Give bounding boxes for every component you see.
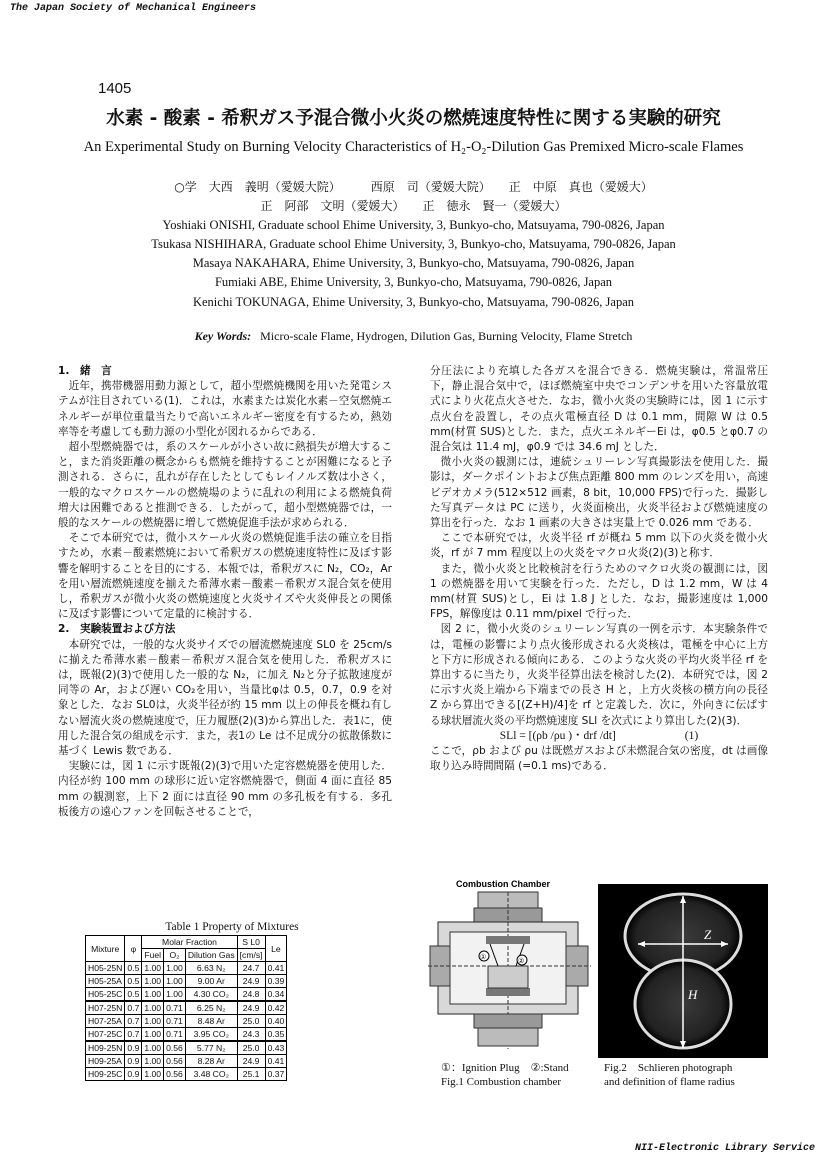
table-row — [86, 1068, 287, 1081]
th-sl0: S L0 — [237, 936, 265, 949]
col2-paragraph-1: 分圧法により充填した各ガスを混合できる．燃焼実験は，常温常圧下，静止混合気中で，ほぼ燃焼室中央でコンデンサを用いた容量放電式により火花点火させた．なお，微小火炎の実験時には，図 1 に示す点火台を設置し，その点火電極直径 D は 0.1 mm，間隙 W は 0.5 mm(材質 SUS)とした．また，点火エネルギーEi は，φ0.5 とφ0.7 の混合気は 11.4 mJ，φ0.9 では 34.6 mJ とした． — [430, 365, 768, 454]
table-cell: 6.25 N₂ — [185, 1001, 237, 1015]
table-cell: 0.9 — [125, 1068, 142, 1081]
table-cell: 0.41 — [265, 1055, 287, 1068]
table-cell: 0.39 — [265, 975, 287, 988]
affiliation-1: Yoshiaki ONISHI, Graduate school Ehime University, 3, Bunkyo-cho, Matsuyama, 790-0826, Japan — [162, 218, 665, 232]
fig2-label-h: H — [688, 987, 698, 1002]
mixture-table — [85, 935, 287, 1081]
table-cell: 0.71 — [164, 1028, 186, 1042]
table-cell: 1.00 — [142, 1041, 164, 1055]
table-cell: 0.40 — [265, 1015, 287, 1028]
footer-service: NII-Electronic Library Service — [634, 1143, 815, 1154]
table-cell: 1.00 — [164, 962, 186, 975]
table-cell: 9.00 Ar — [185, 975, 237, 988]
table-cell: 25.0 — [237, 1015, 265, 1028]
fig2-caption-line-2: and definition of flame radius — [604, 1076, 735, 1088]
table-cell: 25.1 — [237, 1068, 265, 1081]
table-cell: 3.95 CO₂ — [185, 1028, 237, 1042]
section-1-heading: 1. 緒 言 — [58, 365, 112, 377]
table-cell: H09-25N — [86, 1041, 125, 1055]
table-cell: 1.00 — [142, 1055, 164, 1068]
table-cell: 0.5 — [125, 962, 142, 975]
table-cell: 0.71 — [164, 1015, 186, 1028]
table-row — [86, 988, 287, 1002]
table-cell: 0.43 — [265, 1041, 287, 1055]
table-cell: 0.5 — [125, 988, 142, 1002]
col2-paragraph-2: 微小火炎の観測には，連続シュリーレン写真撮影法を使用した．撮影は，ダークポイントおよび焦点距離 800 mm のレンズを用い，高速ビデオカメラ(512×512 画素，8 bit，10,000 FPS)で行った．撮影した写真データは PC に送り，火炎面検出，火炎半径および燃焼速度の算出を行った．なお 1 画素の大きさは実量上で 0.026 mm である． — [430, 456, 768, 530]
th-o2: O₂ — [164, 949, 186, 962]
journal-header: The Japan Society of Mechanical Engineers — [10, 3, 257, 14]
table-cell: 0.5 — [125, 975, 142, 988]
table-caption: Table 1 Property of Mixtures — [165, 921, 299, 933]
authors-jp-line-1: ○学 大西 義明（愛媛大院） 西原 司（愛媛大院） 正 中原 真也（愛媛大） — [174, 180, 653, 194]
th-le: Le — [265, 936, 287, 962]
fig1-caption: Fig.1 Combustion chamber — [441, 1076, 562, 1088]
table-cell: 5.77 N₂ — [185, 1041, 237, 1055]
left-column — [58, 364, 392, 820]
table-cell: 0.56 — [164, 1041, 186, 1055]
table-cell: 0.7 — [125, 1028, 142, 1042]
table-cell: 1.00 — [142, 1068, 164, 1081]
table-cell: 0.34 — [265, 988, 287, 1002]
table-cell: 0.9 — [125, 1055, 142, 1068]
table-cell: 0.9 — [125, 1041, 142, 1055]
table-cell: H05-25A — [86, 975, 125, 988]
authors-jp-line-2: 正 阿部 文明（愛媛大） 正 徳永 賢一（愛媛大） — [260, 199, 567, 213]
section-2-heading: 2. 実験装置および方法 — [58, 623, 176, 636]
col2-paragraph-3: ここで本研究では，火炎半径 rf が概ね 5 mm 以下の火炎を微小火炎，rf が 7 mm 程度以上の火炎をマクロ火炎(2)(3)と称す． — [430, 532, 768, 560]
fig1-title: Combustion Chamber — [456, 879, 551, 889]
keywords: Key Words: Micro-scale Flame, Hydrogen, Dilution Gas, Burning Velocity, Flame Stretch — [194, 329, 633, 343]
equation-1: SLl = [(ρb /ρu )・drf /dt] (1) — [499, 729, 699, 742]
combustion-chamber-figure — [428, 874, 591, 1064]
table-cell: 24.9 — [237, 975, 265, 988]
affiliation-2: Tsukasa NISHIHARA, Graduate school Ehime University, 3, Bunkyo-cho, Matsuyama, 790-0826, Japan — [151, 237, 676, 251]
th-unit: [cm/s] — [237, 949, 265, 962]
table-row — [86, 1028, 287, 1042]
col2-paragraph-5: 図 2 に，微小火炎のシュリーレン写真の一例を示す．本実験条件では，電極の影響により点火後形成される火炎核は，電極を中心に上方と下方に形成される傾向にある．このような火炎の平均火炎半径 rf を算出するに当たり，火炎半径算出法を検討した(2)．本研究では，図 2 に示す火炎上端から下端までの長さ H と，上方火炎核の横方向の長径 Z から算出できる[(Z+H)/4]を rf と定義した．次に，外向きに伝ぱする球状層流火炎の平均燃焼速度 SLl を次式により算出した(2)(3)． — [430, 623, 768, 727]
fig1-legend: ①：Ignition Plug ②:Stand — [441, 1062, 569, 1074]
table-row — [86, 962, 287, 975]
table-cell: 1.00 — [164, 988, 186, 1002]
table-cell: 1.00 — [142, 988, 164, 1002]
table-cell: 24.7 — [237, 962, 265, 975]
schlieren-photo-figure — [598, 884, 768, 1058]
table-cell: 24.8 — [237, 988, 265, 1002]
fig2-label-z: Z — [704, 927, 712, 942]
fig1-label-1: ① — [480, 953, 487, 961]
paper-number: 1405 — [98, 80, 132, 97]
affiliation-5: Kenichi TOKUNAGA, Ehime University, 3, Bunkyo-cho, Matsuyama, 790-0826, Japan — [192, 295, 635, 309]
table-cell: H09-25A — [86, 1055, 125, 1068]
table-row — [86, 1055, 287, 1068]
keywords-text: Micro-scale Flame, Hydrogen, Dilution Gas, Burning Velocity, Flame Stretch — [260, 329, 633, 343]
sec2-paragraph-1: 本研究では，一般的な火炎サイズでの層流燃焼速度 SL0 を 25cm/s に揃えた希薄水素－酸素－希釈ガス混合気を使用した．希釈ガスには，既報(2)(3)で使用した一般的な N₂，に加え N₂と分子拡散速度が同等の Ar，および遅い CO₂を用い，当量比φは 0.5，0.7，0.9 を対象とした．なお SL0は，火炎半径が約 15 mm 以上の伸長を概ね有しない層流火炎の燃焼速度で，圧力履歴(2)(3)から算出した．表1に，使用した混合気の組成を示す．また，表1の Le は不足成分の拡散係数に基づく Lewis 数である． — [58, 638, 392, 758]
table-cell: H07-25A — [86, 1015, 125, 1028]
table-cell: 8.28 Ar — [185, 1055, 237, 1068]
table-row — [86, 975, 287, 988]
table-cell: 25.0 — [237, 1041, 265, 1055]
th-fuel: Fuel — [142, 949, 164, 962]
keywords-label: Key Words — [194, 329, 248, 343]
table-cell: 0.41 — [265, 962, 287, 975]
right-column — [430, 364, 768, 774]
fig1-label-2: ② — [518, 957, 525, 965]
table-cell: 0.37 — [265, 1068, 287, 1081]
table-cell: H07-25N — [86, 1001, 125, 1015]
table-cell: 1.00 — [142, 1015, 164, 1028]
table-cell: 24.9 — [237, 1055, 265, 1068]
table-cell: H07-25C — [86, 1028, 125, 1042]
table-cell: 1.00 — [142, 1001, 164, 1015]
sec1-paragraph-1: 近年，携帯機器用動力源として，超小型燃焼機関を用いた発電システムが注目されている(1)．これは，水素または炭化水素－空気燃焼エネルギーが単位重量当たりで高いエネルギー密度を有するため，熱効率等を考慮しても動力源の小型化が図れるからである． — [58, 380, 392, 438]
table-row — [86, 1015, 287, 1028]
table-cell: 0.56 — [164, 1055, 186, 1068]
affiliation-3: Masaya NAKAHARA, Ehime University, 3, Bunkyo-cho, Matsuyama, 790-0826, Japan — [192, 256, 635, 270]
table-cell: H09-25C — [86, 1068, 125, 1081]
table-cell: 0.56 — [164, 1068, 186, 1081]
th-molar: Molar Fraction — [142, 936, 237, 949]
table-cell: 0.7 — [125, 1001, 142, 1015]
table-cell: H05-25N — [86, 962, 125, 975]
sec1-paragraph-3: そこで本研究では，微小スケール火炎の燃焼促進手法の確立を目指すため，水素－酸素燃焼において希釈ガスの燃焼速度特性に及ぼす影響を解明することを目的にする．本報では，希釈ガスに N₂，CO₂，Ar を用い層流燃焼速度を揃えた希薄水素－酸素－希釈ガス混合気を使用し，希釈ガスが微小火炎の燃焼速度と火炎サイズや火炎伸長との関係に及ぼす影響について定量的に検討する． — [58, 532, 392, 621]
table-cell: 4.30 CO₂ — [185, 988, 237, 1002]
table-cell: 8.48 Ar — [185, 1015, 237, 1028]
table-cell: 24.3 — [237, 1028, 265, 1042]
sec1-paragraph-2: 超小型燃焼器では，系のスケールが小さい故に熱損失が増大すること，また消炎距離の概念からも燃焼を維持することが困難になると予測される．さらに，乱れが存在したとしてもレイノルズ数は小さく，一般的なマクロスケールの燃焼場のように乱れの利用による燃焼負荷増大は困難であると推測できる．したがって，超小型燃焼器では，一般的なスケールの燃焼器に増して燃焼促進手法が求められる． — [58, 441, 392, 530]
th-dilution: Dilution Gas — [185, 949, 237, 962]
table-cell: 3.48 CO₂ — [185, 1068, 237, 1081]
table-cell: H05-25C — [86, 988, 125, 1002]
table-cell: 24.9 — [237, 1001, 265, 1015]
table-row — [86, 1001, 287, 1015]
fig2-caption-line-1: Fig.2 Schlieren photograph — [604, 1062, 733, 1074]
col2-paragraph-4: また，微小火炎と比較検討を行うためのマクロ火炎の観測には，図 1 の燃焼器を用いて実験を行った．ただし，D は 1.2 mm，W は 4 mm(材質 SUS)とし，Ei は 1.8 J とした．なお，撮影速度は 1,000 FPS，解像度は 0.11 mm/pixel で行った． — [430, 562, 768, 621]
sec2-paragraph-2: 実験には，図 1 に示す既報(2)(3)で用いた定容燃焼器を使用した．内径が約 100 mm の球形に近い定容燃焼器で，側面 4 面に直径 85 mm の観測窓，上下 2 面には直径 90 mm の多孔板を有する．多孔板後方の遠心ファンを回転させることで， — [58, 760, 392, 818]
table-cell: 0.35 — [265, 1028, 287, 1042]
affiliation-4: Fumiaki ABE, Ehime University, 3, Bunkyo-cho, Matsuyama, 790-0826, Japan — [214, 275, 613, 289]
th-phi: φ — [125, 936, 142, 962]
title-english: An Experimental Study on Burning Velocity Characteristics of H₂-O₂-Dilution Gas Premixed Micro-scale Flames — [83, 139, 744, 155]
table-cell: 0.7 — [125, 1015, 142, 1028]
th-mixture: Mixture — [86, 936, 125, 962]
table-cell: 0.42 — [265, 1001, 287, 1015]
table-cell: 1.00 — [164, 975, 186, 988]
table-cell: 0.71 — [164, 1001, 186, 1015]
table-cell: 1.00 — [142, 1028, 164, 1042]
table-cell: 6.63 N₂ — [185, 962, 237, 975]
col2-paragraph-6: ここで，ρb および ρu は既燃ガスおよび未燃混合気の密度，dt は画像取り込み時間間隔 (=0.1 ms)である． — [430, 745, 768, 773]
table-cell: 1.00 — [142, 962, 164, 975]
table-row — [86, 1041, 287, 1055]
table-cell: 1.00 — [142, 975, 164, 988]
title-japanese: 水素 - 酸素 - 希釈ガス予混合微小火炎の燃焼速度特性に関する実験的研究 — [106, 108, 721, 129]
